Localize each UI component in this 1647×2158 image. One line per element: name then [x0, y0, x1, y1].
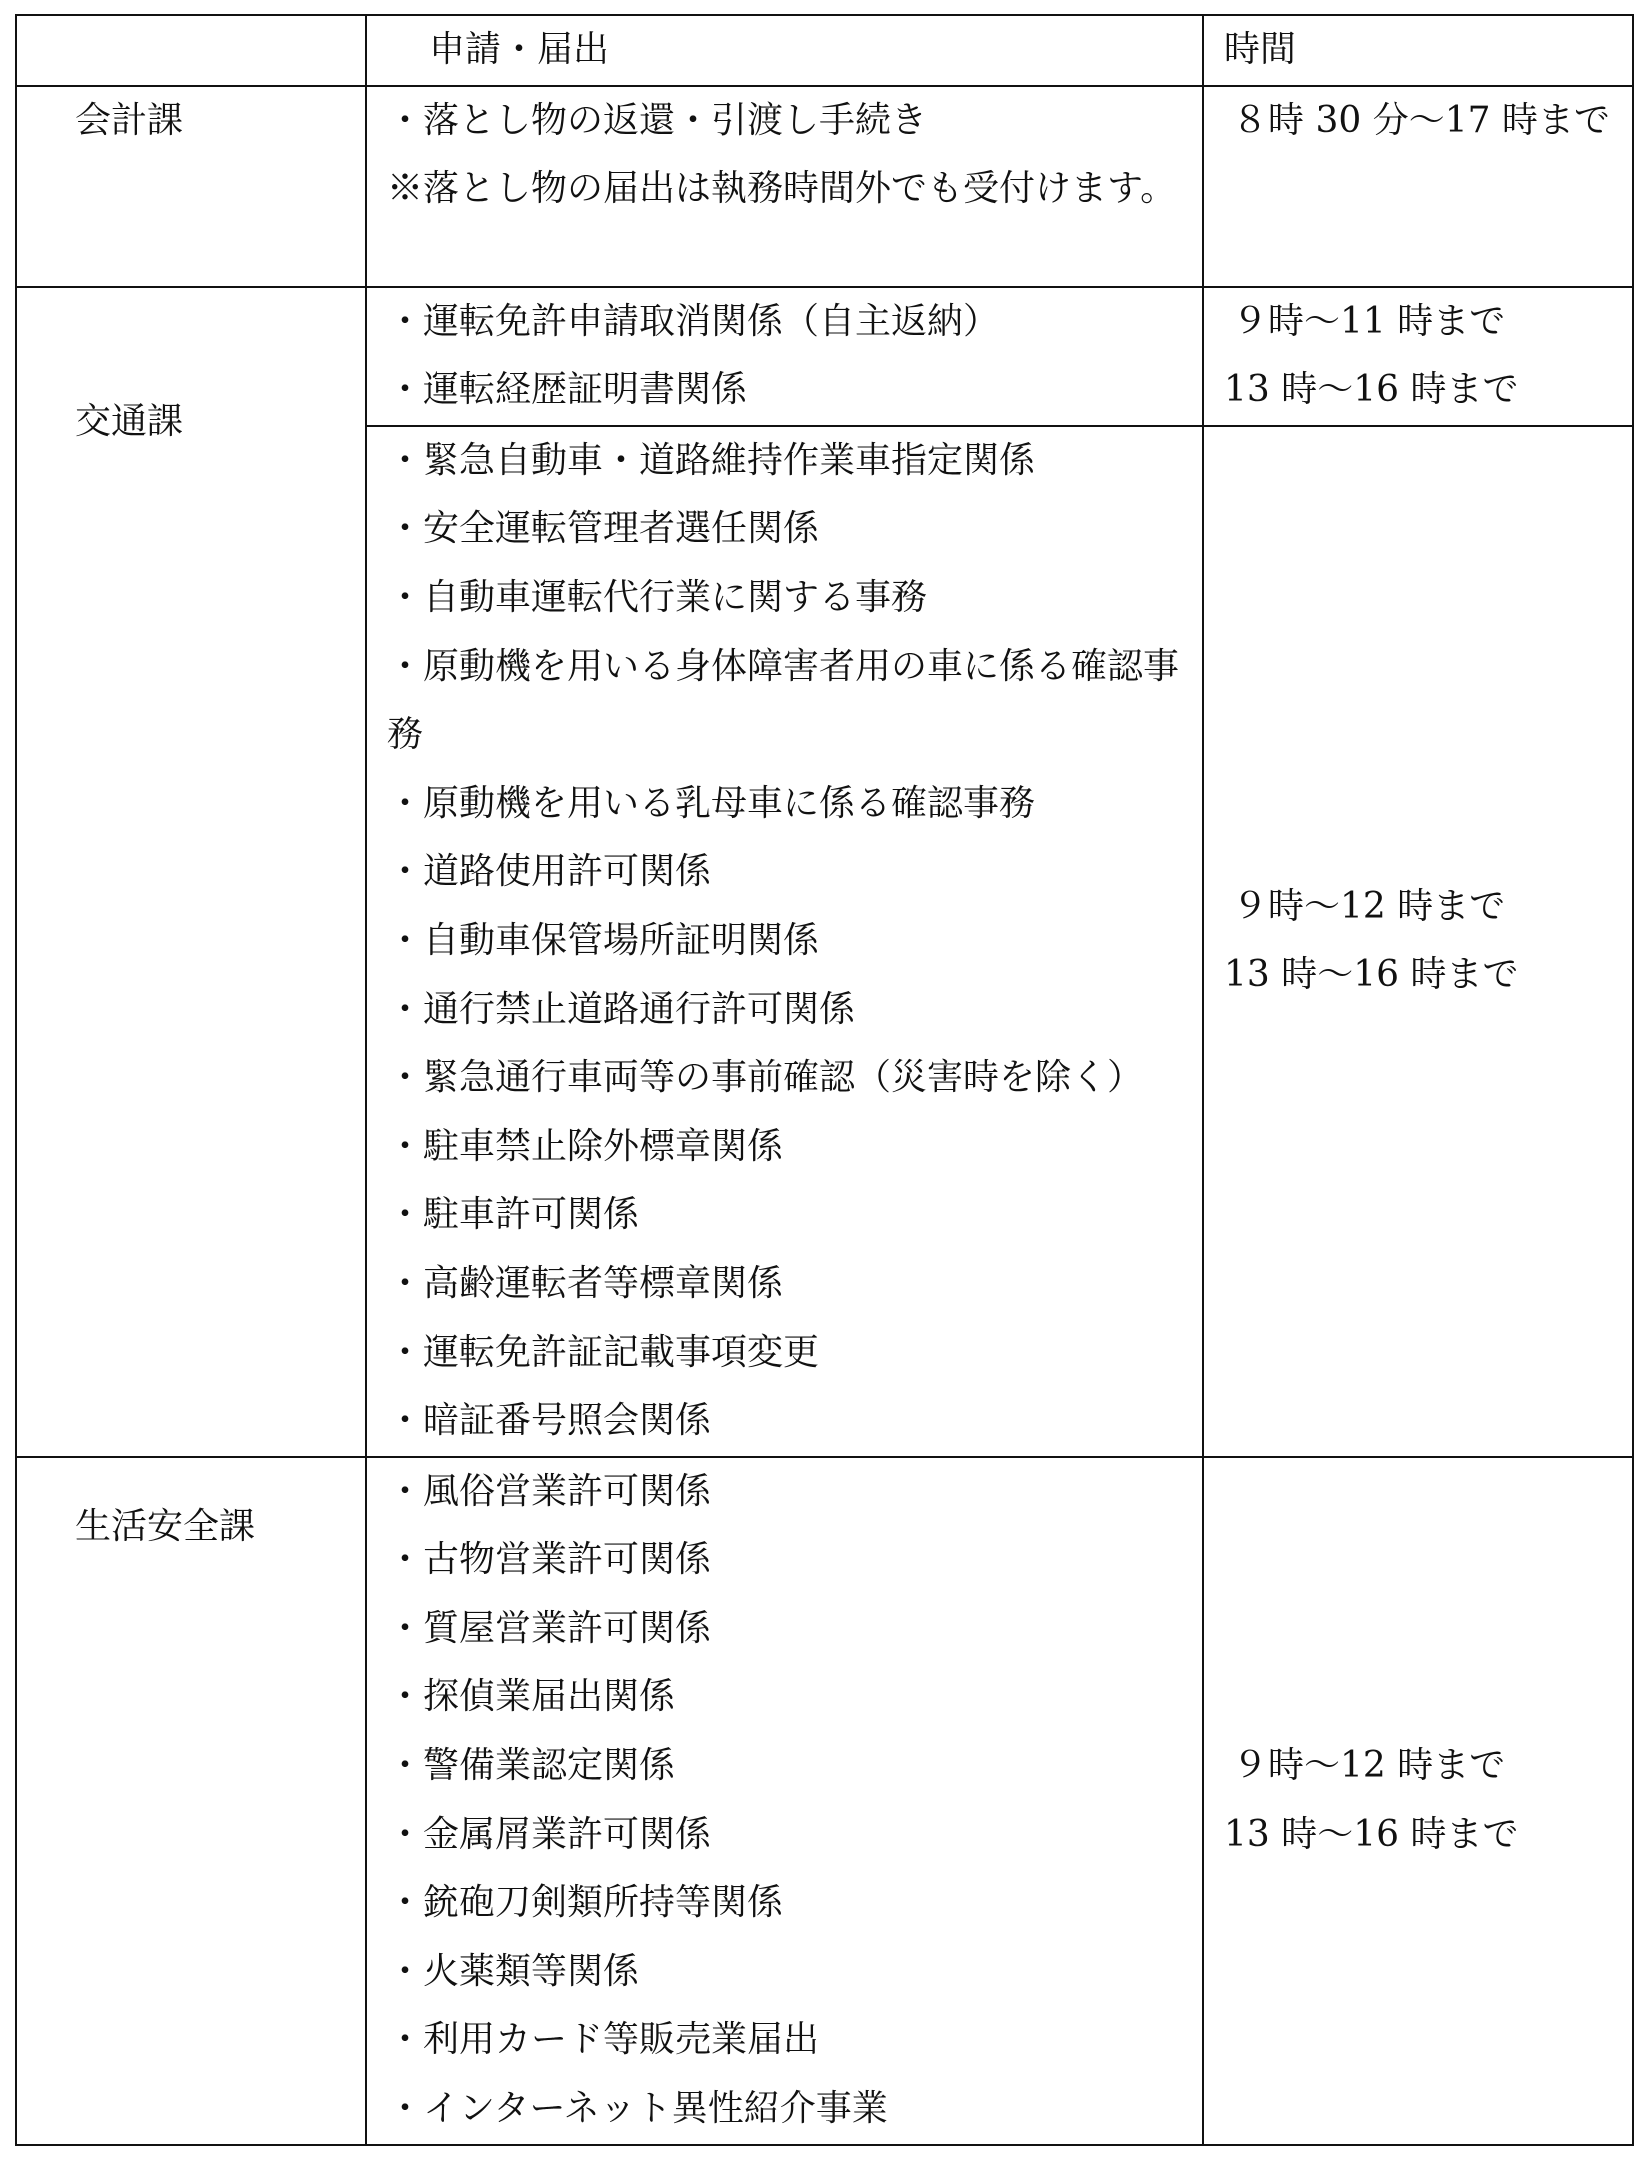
time-line: 13 時～16 時まで — [1224, 1813, 1519, 1855]
dept-traffic-label: 交通課 — [75, 400, 184, 442]
time-line: ９時～12 時まで — [1232, 1745, 1506, 1787]
time-line: ９時～12 時まで — [1232, 885, 1506, 927]
time-traffic-b — [1203, 426, 1633, 1457]
time-traffic-a — [1203, 287, 1633, 426]
list-item: ・警備業認定関係 — [387, 1745, 676, 1787]
list-item: ・金属屑業許可関係 — [387, 1813, 712, 1855]
list-item: ・道路使用許可関係 — [387, 851, 712, 893]
list-item: ・運転経歴証明書関係 — [387, 369, 748, 411]
list-item: ・質屋営業許可関係 — [387, 1607, 712, 1649]
list-item: ・通行禁止道路通行許可関係 — [387, 988, 856, 1030]
time-community-safety — [1203, 1457, 1633, 2145]
dept-traffic — [16, 287, 366, 1457]
list-item: ・風俗営業許可関係 — [387, 1470, 712, 1512]
header-apply: 申請・届出 — [366, 15, 1203, 86]
section-row-accounting — [16, 86, 1633, 287]
time-line: ９時～11 時まで — [1232, 300, 1506, 342]
list-item: ・安全運転管理者選任関係 — [387, 508, 820, 550]
section-row-community-safety — [16, 1457, 1633, 2145]
list-item: ・暗証番号照会関係 — [387, 1400, 712, 1442]
list-item: ・駐車許可関係 — [387, 1194, 640, 1236]
list-item: ・自動車運転代行業に関する事務 — [387, 576, 928, 618]
dept-accounting: 会計課 — [16, 86, 366, 287]
list-item: ・原動機を用いる身体障害者用の車に係る確認事務 — [387, 645, 1180, 756]
list-item: ・探偵業届出関係 — [387, 1676, 676, 1718]
list-item: ・インターネット異性紹介事業 — [387, 2088, 888, 2130]
list-item: ・高齢運転者等標章関係 — [387, 1262, 784, 1304]
list-item: ・落とし物の返還・引渡し手続き — [387, 99, 928, 141]
office-hours-table — [15, 14, 1634, 2146]
section-row-traffic-a — [16, 287, 1633, 426]
time-line: 13 時～16 時まで — [1224, 369, 1519, 411]
accounting-note: ※落とし物の届出は執務時間外でも受付けます。 — [387, 168, 1177, 210]
traffic-b-items-cell — [366, 426, 1203, 1457]
list-item: ・自動車保管場所証明関係 — [387, 919, 820, 961]
dept-community-safety: 生活安全課 — [16, 1457, 366, 2145]
list-item: ・原動機を用いる乳母車に係る確認事務 — [387, 782, 1036, 824]
list-item: ・運転免許申請取消関係（自主返納） — [387, 300, 1000, 342]
list-item: ・運転免許証記載事項変更 — [387, 1331, 820, 1373]
header-blank-cell — [16, 15, 366, 86]
community-safety-items-cell — [366, 1457, 1203, 2145]
time-line: 13 時～16 時まで — [1224, 954, 1519, 996]
header-time: 時間 — [1203, 15, 1633, 86]
list-item: ・緊急通行車両等の事前確認（災害時を除く） — [387, 1057, 1144, 1099]
list-item: ・利用カード等販売業届出 — [387, 2019, 820, 2061]
list-item: ・駐車禁止除外標章関係 — [387, 1125, 784, 1167]
time-accounting — [1203, 86, 1633, 287]
header-row — [16, 15, 1633, 86]
traffic-a-items-cell — [366, 287, 1203, 426]
list-item: ・火薬類等関係 — [387, 1950, 640, 1992]
list-item: ・緊急自動車・道路維持作業車指定関係 — [387, 439, 1036, 481]
list-item: ・銃砲刀剣類所持等関係 — [387, 1882, 784, 1924]
list-item: ・古物営業許可関係 — [387, 1539, 712, 1581]
time-line: ８時 30 分～17 時まで — [1232, 99, 1610, 141]
accounting-items-cell — [366, 86, 1203, 287]
